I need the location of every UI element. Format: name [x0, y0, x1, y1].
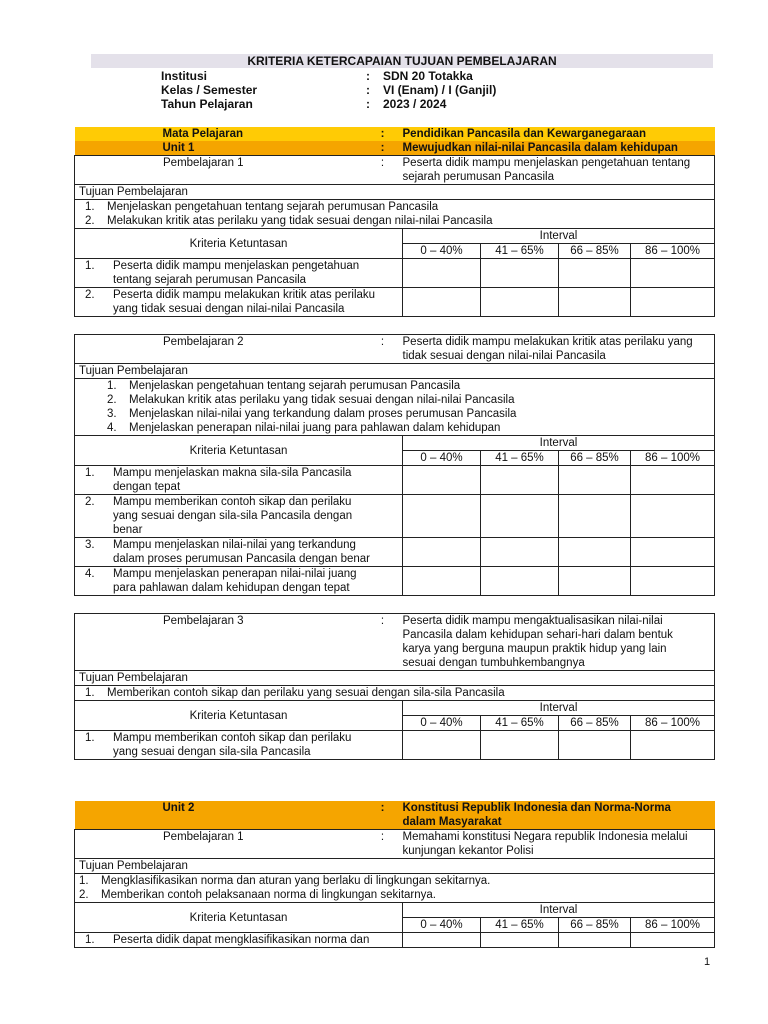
unit-label: Unit 1 [75, 141, 363, 156]
pembelajaran-label: Pembelajaran 1 [75, 156, 363, 185]
item-number: 1. [85, 260, 95, 272]
tujuan-list [75, 686, 715, 701]
line: yang sesuai dengan sila-sila Pancasila dengan [113, 510, 353, 522]
pembelajaran-row [75, 830, 715, 859]
score-cell[interactable] [403, 538, 481, 567]
kriteria-header: Kriteria Ketuntasan [75, 229, 403, 259]
score-cell[interactable] [403, 466, 481, 495]
list-item [79, 888, 710, 902]
item-text: Menjelaskan penerapan nilai-nilai juang para pahlawan dalam kehidupan [129, 422, 501, 434]
line: Mampu menjelaskan nilai-nilai yang terkandung [113, 539, 356, 551]
item-text: Melakukan kritik atas perilaku yang tidak sesuai dengan nilai-nilai Pancasila [129, 394, 515, 406]
unit-value: Mewujudkan nilai-nilai Pancasila dalam kehidupan [403, 141, 715, 156]
kriteria-cell [75, 538, 403, 567]
score-cell[interactable] [481, 466, 559, 495]
score-cell[interactable] [559, 731, 631, 760]
line: Mampu memberikan contoh sikap dan perilaku [113, 732, 352, 744]
colon: : [363, 156, 403, 185]
info-label: Institusi [161, 69, 208, 83]
mapel-row [75, 127, 715, 141]
item-number: 1. [79, 875, 89, 887]
desc-line: Memahami konstitusi Negara republik Indonesia melalui [402, 831, 688, 843]
item-number: 1. [85, 467, 95, 479]
interval-header: Interval [403, 903, 715, 918]
tujuan-list [75, 200, 715, 229]
list-item [79, 393, 710, 407]
interval-86-100: 86 – 100% [631, 918, 715, 933]
item-number: 2. [107, 394, 117, 406]
item-text: Mengklasifikasikan norma dan aturan yang berlaku di lingkungan sekitarnya. [101, 875, 491, 887]
info-colon: : [366, 83, 370, 97]
score-cell[interactable] [559, 933, 631, 948]
score-cell[interactable] [631, 731, 715, 760]
interval-41-65: 41 – 65% [481, 244, 559, 259]
item-number: 4. [85, 568, 95, 580]
line: Peserta didik dapat mengklasifikasikan norma dan [113, 934, 370, 946]
item-number: 1. [85, 201, 95, 213]
tujuan-label: Tujuan Pembelajaran [75, 185, 715, 200]
item-text: Menjelaskan pengetahuan tentang sejarah perumusan Pancasila [129, 380, 461, 392]
kriteria-header: Kriteria Ketuntasan [75, 701, 403, 731]
table-row [75, 933, 715, 948]
pembelajaran-row [75, 614, 715, 671]
item-number: 1. [85, 687, 95, 699]
item-text: Memberikan contoh sikap dan perilaku yang sesuai dengan sila-sila Pancasila [107, 687, 505, 699]
interval-header: Interval [403, 701, 715, 716]
pembelajaran-desc [403, 614, 715, 671]
line: dengan tepat [113, 481, 181, 493]
score-cell[interactable] [631, 288, 715, 317]
item-number: 1. [85, 732, 95, 744]
score-cell[interactable] [631, 567, 715, 596]
interval-66-85: 66 – 85% [559, 451, 631, 466]
line: para pahlawan dalam kehidupan dengan tepat [113, 582, 350, 594]
item-text: Memberikan contoh pelaksanaan norma di lingkungan sekitarnya. [101, 889, 436, 901]
score-cell[interactable] [403, 259, 481, 288]
colon: : [363, 830, 403, 859]
list-item [79, 379, 710, 393]
colon: : [363, 801, 403, 830]
score-cell[interactable] [559, 466, 631, 495]
pembelajaran-desc [403, 830, 715, 859]
list-item [79, 874, 710, 888]
info-label: Tahun Pelajaran [161, 97, 253, 111]
table-row [75, 259, 715, 288]
unit-value-line: dalam Masyarakat [402, 816, 502, 828]
info-label: Kelas / Semester [161, 83, 258, 97]
item-number: 4. [107, 422, 117, 434]
list-item [79, 686, 710, 700]
desc-line: sejarah perumusan Pancasila [402, 171, 555, 183]
item-number: 1. [85, 934, 95, 946]
mapel-label: Mata Pelajaran [75, 127, 363, 141]
pembelajaran-row [75, 156, 715, 185]
interval-41-65: 41 – 65% [481, 918, 559, 933]
colon: : [363, 141, 403, 156]
table-row [75, 538, 715, 567]
item-number: 2. [85, 215, 95, 227]
item-text: Menjelaskan nilai-nilai yang terkandung dalam proses perumusan Pancasila [129, 408, 517, 420]
score-cell[interactable] [631, 466, 715, 495]
desc-line: karya yang berguna maupun praktik hidup yang lain [402, 643, 667, 655]
tujuan-label: Tujuan Pembelajaran [75, 671, 715, 686]
list-item [79, 407, 710, 421]
score-cell[interactable] [481, 567, 559, 596]
desc-line: Peserta didik mampu menjelaskan pengetahuan tentang [402, 157, 691, 169]
interval-41-65: 41 – 65% [481, 716, 559, 731]
tujuan-list [75, 874, 715, 903]
item-number: 2. [85, 289, 95, 301]
interval-66-85: 66 – 85% [559, 918, 631, 933]
info-value: 2023 / 2024 [383, 97, 447, 111]
interval-0-40: 0 – 40% [403, 716, 481, 731]
interval-66-85: 66 – 85% [559, 716, 631, 731]
interval-0-40: 0 – 40% [403, 918, 481, 933]
interval-66-85: 66 – 85% [559, 244, 631, 259]
score-cell[interactable] [481, 933, 559, 948]
info-colon: : [366, 69, 370, 83]
interval-header: Interval [403, 229, 715, 244]
line: Mampu menjelaskan makna sila-sila Pancasila [113, 467, 352, 479]
pembelajaran-desc [403, 156, 715, 185]
score-cell[interactable] [631, 933, 715, 948]
colon: : [363, 335, 403, 364]
line: benar [113, 524, 143, 536]
kriteria-header: Kriteria Ketuntasan [75, 903, 403, 933]
desc-line: Peserta didik mampu melakukan kritik atas perilaku yang [402, 336, 693, 348]
score-cell[interactable] [481, 288, 559, 317]
pembelajaran-row [75, 335, 715, 364]
interval-0-40: 0 – 40% [403, 451, 481, 466]
item-number: 1. [107, 380, 117, 392]
interval-86-100: 86 – 100% [631, 716, 715, 731]
colon: : [363, 127, 403, 141]
line: Peserta didik mampu melakukan kritik atas perilaku [113, 289, 376, 301]
pembelajaran-desc [403, 335, 715, 364]
interval-header: Interval [403, 436, 715, 451]
unit-row [75, 141, 715, 156]
line: tentang sejarah perumusan Pancasila [113, 274, 307, 286]
desc-line: sesuai dengan tumbuhkembangnya [402, 657, 585, 669]
info-value: VI (Enam) / I (Ganjil) [383, 83, 497, 97]
score-cell[interactable] [481, 538, 559, 567]
kriteria-cell [75, 933, 403, 948]
line: yang tidak sesuai dengan nilai-nilai Pancasila [113, 303, 345, 315]
table-unit1-pembelajaran1 [74, 127, 715, 317]
table-row [75, 731, 715, 760]
score-cell[interactable] [403, 731, 481, 760]
table-unit2-pembelajaran1 [74, 801, 715, 948]
page-title: KRITERIA KETERCAPAIAN TUJUAN PEMBELAJARAN [91, 54, 713, 68]
score-cell[interactable] [481, 731, 559, 760]
item-number: 3. [107, 408, 117, 420]
line: yang sesuai dengan sila-sila Pancasila [113, 746, 311, 758]
table-row [75, 495, 715, 538]
desc-line: kunjungan kekantor Polisi [402, 845, 534, 857]
list-item [79, 421, 710, 435]
tujuan-list [75, 379, 715, 436]
kriteria-cell [75, 567, 403, 596]
kriteria-cell [75, 259, 403, 288]
score-cell[interactable] [559, 288, 631, 317]
table-pembelajaran2 [74, 334, 715, 596]
score-cell[interactable] [403, 495, 481, 538]
item-text: Melakukan kritik atas perilaku yang tidak sesuai dengan nilai-nilai Pancasila [107, 215, 493, 227]
score-cell[interactable] [403, 288, 481, 317]
list-item [79, 214, 710, 228]
desc-line: Peserta didik mampu mengaktualisasikan nilai-nilai [402, 615, 663, 627]
item-number: 3. [85, 539, 95, 551]
score-cell[interactable] [631, 259, 715, 288]
line: Peserta didik mampu menjelaskan pengetahuan [113, 260, 360, 272]
info-value: SDN 20 Totakka [383, 69, 473, 83]
line: Mampu menjelaskan penerapan nilai-nilai juang [113, 568, 357, 580]
unit-label: Unit 2 [75, 801, 363, 830]
desc-line: tidak sesuai dengan nilai-nilai Pancasila [402, 350, 606, 362]
pembelajaran-label: Pembelajaran 1 [75, 830, 363, 859]
interval-0-40: 0 – 40% [403, 244, 481, 259]
item-text: Menjelaskan pengetahuan tentang sejarah perumusan Pancasila [107, 201, 439, 213]
table-pembelajaran3 [74, 613, 715, 760]
score-cell[interactable] [481, 259, 559, 288]
kriteria-cell [75, 288, 403, 317]
score-cell[interactable] [403, 567, 481, 596]
tujuan-label: Tujuan Pembelajaran [75, 859, 715, 874]
list-item [79, 200, 710, 214]
page-number: 1 [704, 956, 711, 968]
line: dalam proses perumusan Pancasila dengan benar [113, 553, 370, 565]
score-cell[interactable] [559, 259, 631, 288]
score-cell[interactable] [403, 933, 481, 948]
score-cell[interactable] [559, 538, 631, 567]
score-cell[interactable] [559, 567, 631, 596]
pembelajaran-label: Pembelajaran 2 [75, 335, 363, 364]
interval-41-65: 41 – 65% [481, 451, 559, 466]
unit-value [403, 801, 715, 830]
tujuan-label: Tujuan Pembelajaran [75, 364, 715, 379]
item-number: 2. [85, 496, 95, 508]
interval-86-100: 86 – 100% [631, 244, 715, 259]
unit-value-line: Konstitusi Republik Indonesia dan Norma-Norma [402, 802, 671, 814]
score-cell[interactable] [481, 495, 559, 538]
line: Mampu memberikan contoh sikap dan perilaku [113, 496, 352, 508]
pembelajaran-label: Pembelajaran 3 [75, 614, 363, 671]
score-cell[interactable] [631, 495, 715, 538]
score-cell[interactable] [631, 538, 715, 567]
unit-row [75, 801, 715, 830]
kriteria-cell [75, 731, 403, 760]
desc-line: Pancasila dalam kehidupan sehari-hari dalam bentuk [402, 629, 673, 641]
score-cell[interactable] [559, 495, 631, 538]
table-row [75, 288, 715, 317]
kriteria-header: Kriteria Ketuntasan [75, 436, 403, 466]
item-number: 2. [79, 889, 89, 901]
table-row [75, 466, 715, 495]
kriteria-cell [75, 495, 403, 538]
colon: : [363, 614, 403, 671]
table-row [75, 567, 715, 596]
interval-86-100: 86 – 100% [631, 451, 715, 466]
kriteria-cell [75, 466, 403, 495]
info-colon: : [366, 97, 370, 111]
mapel-value: Pendidikan Pancasila dan Kewarganegaraan [403, 127, 715, 141]
